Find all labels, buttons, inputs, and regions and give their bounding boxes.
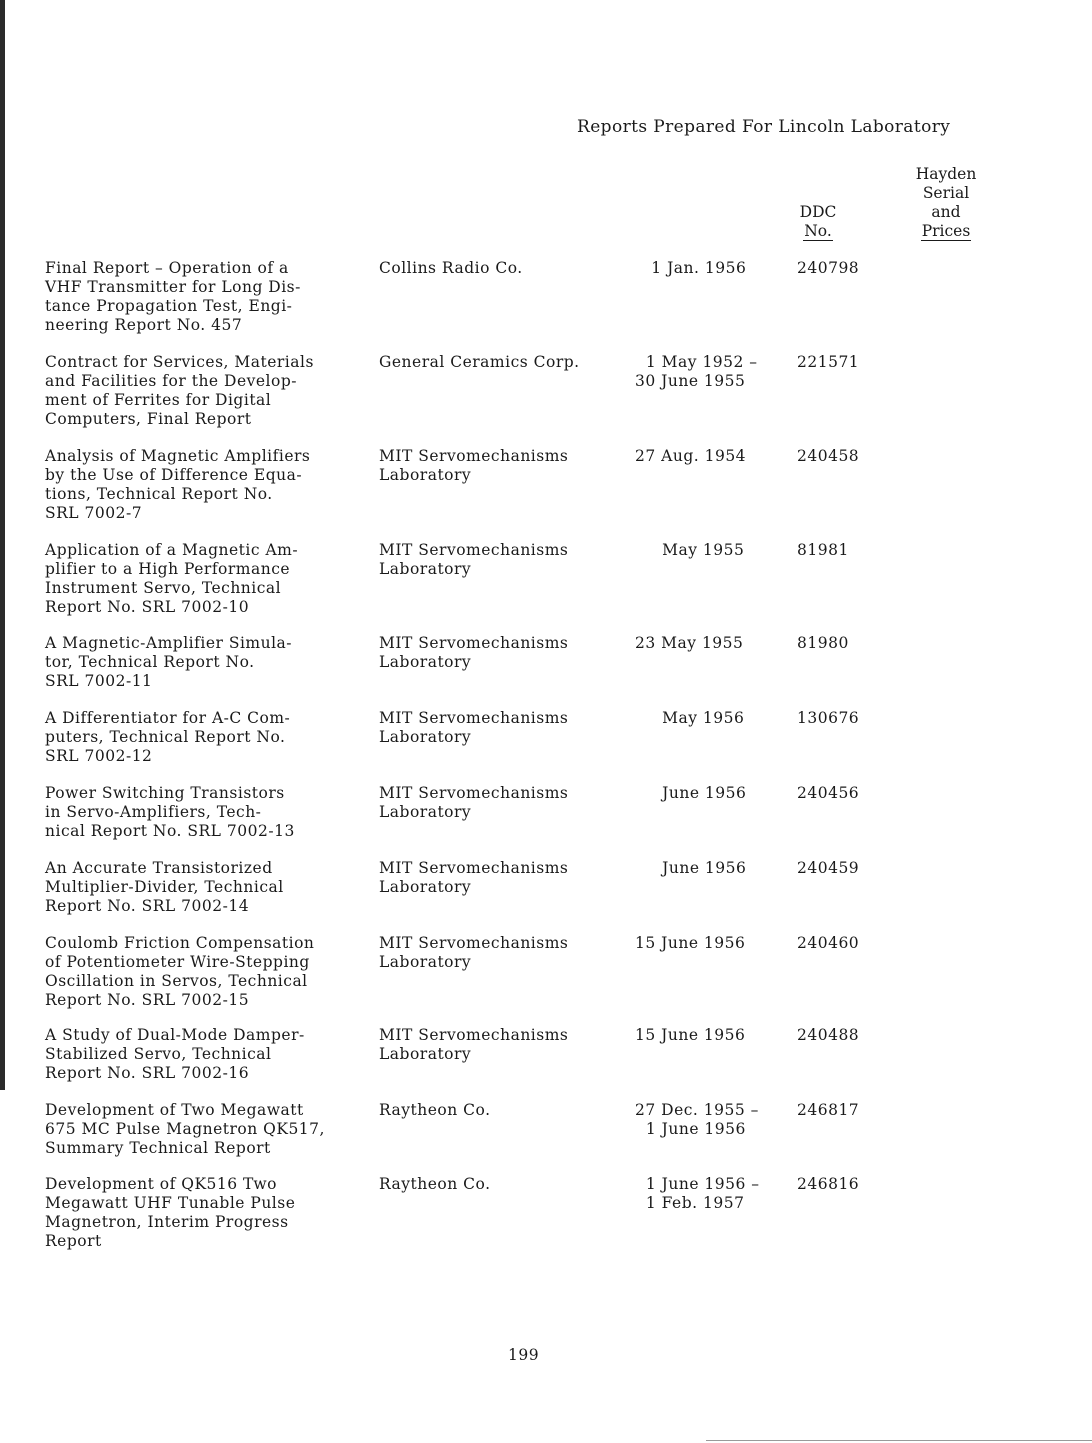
report-ddc-number: 81981 [797, 541, 849, 559]
bottom-edge-rule [706, 1440, 1092, 1441]
report-ddc-number: 246816 [797, 1175, 860, 1193]
report-organization: MIT Servomechanisms Laboratory [379, 934, 569, 971]
report-organization: MIT Servomechanisms Laboratory [379, 634, 569, 671]
report-date: 15 June 1956 [635, 1026, 746, 1044]
report-ddc-number: 240798 [797, 259, 860, 277]
column-header-line: Prices [921, 222, 971, 240]
report-organization: MIT Servomechanisms Laboratory [379, 859, 569, 896]
report-ddc-number: 221571 [797, 353, 860, 371]
report-title: Application of a Magnetic Am- plifier to a High Performance Instrument Servo, Technical Report No. SRL 7002-10 [45, 541, 299, 616]
report-organization: General Ceramics Corp. [379, 353, 580, 371]
report-ddc-number: 246817 [797, 1101, 860, 1119]
column-header-ddc-line1 [800, 203, 837, 241]
report-ddc-number: 130676 [797, 709, 860, 727]
left-edge-rule [0, 0, 5, 1090]
report-date: 27 Dec. 1955 – 1 June 1956 [635, 1101, 759, 1138]
report-ddc-number: 240456 [797, 784, 860, 802]
report-date: 1 May 1952 – 30 June 1955 [635, 353, 758, 390]
report-ddc-number: 240458 [797, 447, 860, 465]
report-organization: MIT Servomechanisms Laboratory [379, 1026, 569, 1063]
report-organization: MIT Servomechanisms Laboratory [379, 709, 569, 746]
report-ddc-number: 240488 [797, 1026, 860, 1044]
report-organization: Raytheon Co. [379, 1101, 491, 1119]
report-ddc-number: 81980 [797, 634, 849, 652]
report-organization: Raytheon Co. [379, 1175, 491, 1193]
report-date: June 1956 [635, 784, 747, 802]
report-date: 1 June 1956 – 1 Feb. 1957 [645, 1175, 760, 1212]
report-organization: Collins Radio Co. [379, 259, 523, 277]
report-date: 23 May 1955 [635, 634, 744, 652]
report-title: Contract for Services, Materials and Facilities for the Develop- ment of Ferrites for Digital Computers, Final Report [45, 353, 314, 428]
column-header-hayden [908, 165, 984, 241]
report-ddc-number: 240460 [797, 934, 860, 952]
report-organization: MIT Servomechanisms Laboratory [379, 447, 569, 484]
column-header-ddc [792, 203, 844, 241]
report-title: A Magnetic-Amplifier Simula- tor, Technical Report No. SRL 7002-11 [45, 634, 293, 690]
report-date: 27 Aug. 1954 [635, 447, 747, 465]
report-title: A Differentiator for A-C Com- puters, Technical Report No. SRL 7002-12 [45, 709, 291, 765]
report-ddc-number: 240459 [797, 859, 860, 877]
report-organization: MIT Servomechanisms Laboratory [379, 784, 569, 821]
report-title: Coulomb Friction Compensation of Potentiometer Wire-Stepping Oscillation in Servos, Technical Report No. SRL 7002-15 [45, 934, 315, 1009]
report-title: Final Report – Operation of a VHF Transmitter for Long Dis- tance Propagation Test, Engi- neering Report No. 457 [45, 259, 301, 334]
column-header-line: No. [804, 222, 832, 240]
report-date: June 1956 [635, 859, 747, 877]
report-date: May 1956 [635, 709, 745, 727]
column-header-line: Serial [922, 184, 970, 202]
report-title: Analysis of Magnetic Amplifiers by the Use of Difference Equa- tions, Technical Report No. SRL 7002-7 [45, 447, 311, 522]
report-date: 1 Jan. 1956 [635, 259, 747, 277]
column-header-line: Hayden [915, 165, 977, 183]
column-header-line: DDC [799, 203, 837, 221]
report-title: A Study of Dual-Mode Damper- Stabilized Servo, Technical Report No. SRL 7002-16 [45, 1026, 305, 1082]
column-header-hayden-lines [916, 165, 977, 241]
report-title: Development of QK516 Two Megawatt UHF Tunable Pulse Magnetron, Interim Progress Report [45, 1175, 296, 1250]
report-title: Power Switching Transistors in Servo-Amplifiers, Tech- nical Report No. SRL 7002-13 [45, 784, 295, 840]
report-date: 15 June 1956 [635, 934, 746, 952]
page-number: 199 [508, 1346, 540, 1364]
report-date: May 1955 [635, 541, 745, 559]
report-title: Development of Two Megawatt 675 MC Pulse Magnetron QK517, Summary Technical Report [45, 1101, 325, 1157]
page-title: Reports Prepared For Lincoln Laboratory [577, 117, 951, 137]
column-header-line: and [931, 203, 961, 221]
report-title: An Accurate Transistorized Multiplier-Divider, Technical Report No. SRL 7002-14 [45, 859, 284, 915]
report-organization: MIT Servomechanisms Laboratory [379, 541, 569, 578]
